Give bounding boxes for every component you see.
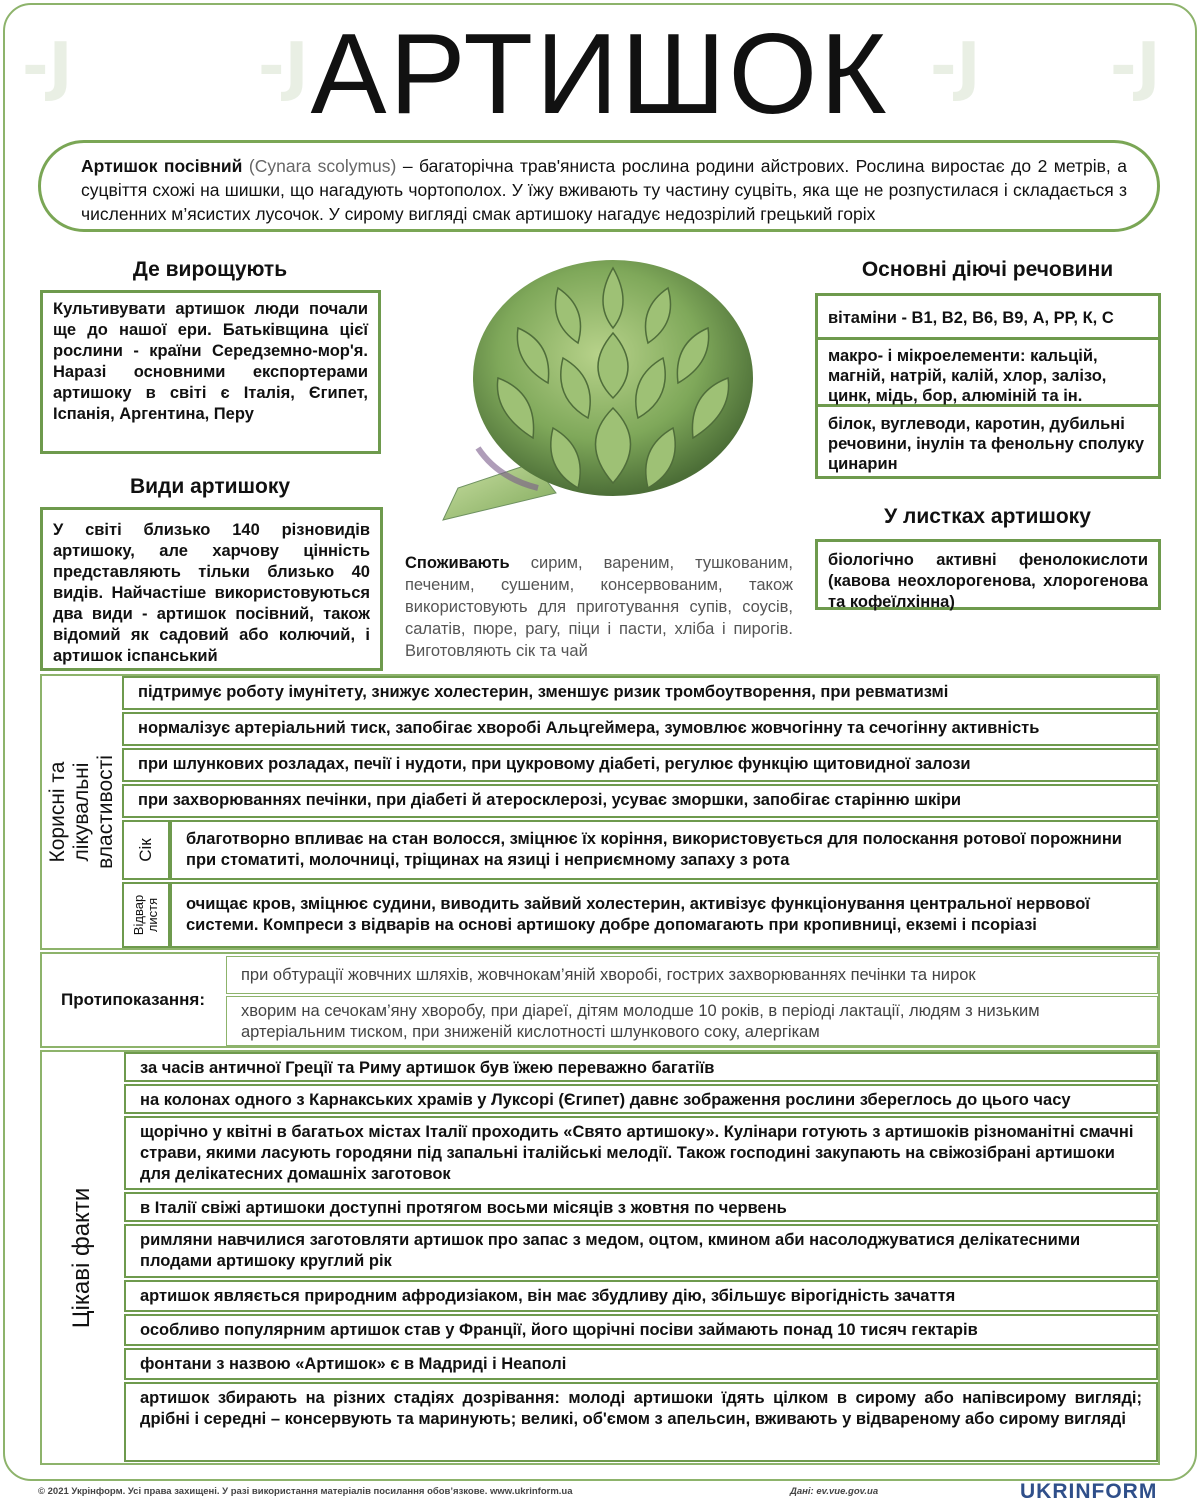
fact-row: на колонах одного з Карнакських храмів у Луксорі (Єгипет) давнє зображення рослини збереглось до цього часу [124,1084,1158,1114]
where-box [40,290,381,454]
types-heading: Види артишоку [129,475,291,498]
substances-box [815,293,1161,479]
facts-label-text: Цікаві факти [68,1187,96,1328]
watermark-logo: -J [1110,30,1161,104]
types-text: У світі близько 140 різновидів артишоку, але харчову цінність представляють тільки близько 40 видів. Найчастіше використовуються два види - артишок посівний, також відомий як садовий або колючий, і артишок іспанський [53,521,370,665]
properties-label-text: Корисні та лікувальні властивості [46,755,118,869]
consume-lead: Споживають [405,554,510,572]
contra-row: при обтурації жовчних шляхів, жовчнокам’яній хворобі, гострих захворюваннях печінки та нирок [226,956,1158,994]
substance-item: макро- і мікроелементи: кальцій, магній, натрій, калій, хлор, залізо, цинк, мідь, бор, алюміній та ін. [818,340,1158,407]
brand-logo: UKRINFORM [1020,1480,1158,1503]
juice-label-text: Сік [136,838,155,862]
property-row: нормалізує артеріальний тиск, запобігає хворобі Альцгеймера, зумовлює жовчогінну та сечогінну активність [122,712,1158,746]
where-heading: Де вирощують [132,258,288,281]
consume-text-block [405,552,793,662]
types-box [40,507,383,671]
decoction-row: очищає кров, зміцнює судини, виводить зайвий холестерин, активізує функціонування центральної нервової системи. Компреси з відварів на основі артишоку добре допомагають при кропивниці, екземі і псоріазі [170,882,1158,948]
intro-block [38,140,1160,232]
watermark-logo: -J [22,30,73,104]
fact-row: артишок збирають на різних стадіях дозрівання: молоді артишоки їдять цілком в сирому або напівсирому вигляді; дрібні і середні – консервують та маринують; великі, об'ємом з апельсин, вживають у відвареному або сирому вигляді [124,1382,1158,1462]
footer-source: Дані: ev.vue.gov.ua [790,1486,879,1497]
juice-row: благотворно впливає на стан волосся, зміцнює їх коріння, використовується для полоскання ротової порожнини при стоматиті, молочниці, тріщинах на язиці і неприємному запаху з рота [170,820,1158,880]
where-text: Культивувати артишок люди почали ще до нашої ери. Батьківщина цієї рослини - країни Середземно-мор'я. Наразі основними експортерами артишоку в світі є Італія, Єгипет, Іспанія, Аргентина, Перу [53,300,368,423]
leaves-box [815,539,1161,610]
watermark-logo: -J [258,30,309,104]
leaves-heading: У листках артишоку [884,505,1091,528]
property-row: при шлункових розладах, печії і нудоти, при цукровому діабеті, регулює функцію щитовидної залози [122,748,1158,782]
decoction-label [122,882,170,948]
substances-heading: Основні діючі речовини [861,258,1114,281]
substance-item: білок, вуглеводи, каротин, дубильні речовини, інулін та фенольну сполуку цинарин [828,415,1145,473]
fact-row: щорічно у квітні в багатьох містах Італії проходить «Свято артишоку». Кулінари готують з артишоків різноманітні смачні страви, якими ласують городяни під запальні італійські мелодії. Також господині закупають на свіжозібрані артишоки для делікатесних домашніх заготовок [124,1116,1158,1190]
fact-row: фонтани з назвою «Артишок» є в Мадриді і Неаполі [124,1348,1158,1380]
facts-label [42,1052,122,1463]
intro-text: – багаторічна трав'яниста рослина родини айстрових. Рослина виростає до 2 метрів, а суцвіття схожі на шишки, що нагадують чортополох. У їжу вживають ту частину суцвіть, яка ще не розпустилася і складається з численних м’ясистих лусочок. У сирому вигляді смак артишоку нагадує недозрілий грецький горіх [81,156,1127,224]
fact-row: римляни навчилися заготовляти артишок про запас з медом, оцтом, кмином аби насолоджуватися делікатесними плодами артишоку круглий рік [124,1224,1158,1278]
juice-label [122,820,170,880]
contra-row: хворим на сечокам’яну хворобу, при діареї, дітям молодше 10 років, в періоді лактації, людям з низьким артеріальним тиском, при зниженій кислотності шлункового соку, алергікам [226,996,1158,1046]
fact-row: в Італії свіжі артишоки доступні протягом восьми місяців з жовтня по червень [124,1192,1158,1222]
properties-label [42,676,122,948]
property-row: підтримує роботу імунітету, знижує холестерин, зменшує ризик тромбоутворення, при ревматизмі [122,676,1158,710]
footer-copyright: © 2021 Укрінформ. Усі права захищені. У разі використання матеріалів посилання обов’язкове. www.ukrinform.ua [38,1486,573,1497]
intro-latin: (Cynara scolymus) [248,156,397,176]
intro-name: Артишок посівний [81,156,243,176]
page-title: АРТИШОК [310,11,890,138]
consume-text: сирим, вареним, тушкованим, печеним, сушеним, консервованим, також використовують для приготування супів, соусів, салатів, пюре, рагу, піци і пасти, хліба і пирогів. Виготовляють сік та чай [405,554,793,660]
fact-row: артишок являється природним афродизіаком, він має збудливу дію, збільшує вірогідність зачаття [124,1280,1158,1312]
fact-row: за часів античної Греції та Риму артишок був їжею переважно багатіїв [124,1052,1158,1082]
artichoke-illustration [438,248,768,538]
property-row: при захворюваннях печінки, при діабеті й атеросклерозі, усуває зморшки, запобігає старінню шкіри [122,784,1158,818]
substance-item: вітаміни - В1, В2, В6, В9, А, РР, К, С [818,296,1158,340]
watermark-logo: -J [930,30,981,104]
fact-row: особливо популярним артишок став у Франції, його щорічні посіви займають понад 10 тисяч гектарів [124,1314,1158,1346]
contra-label: Протипоказання: [61,990,205,1009]
leaves-text: біологічно активні фенолокислоти (кавова неохлорогенова, хлорогенова та кофеїлхінна) [828,551,1148,611]
decoction-label-text: Відвар листя [131,894,160,936]
